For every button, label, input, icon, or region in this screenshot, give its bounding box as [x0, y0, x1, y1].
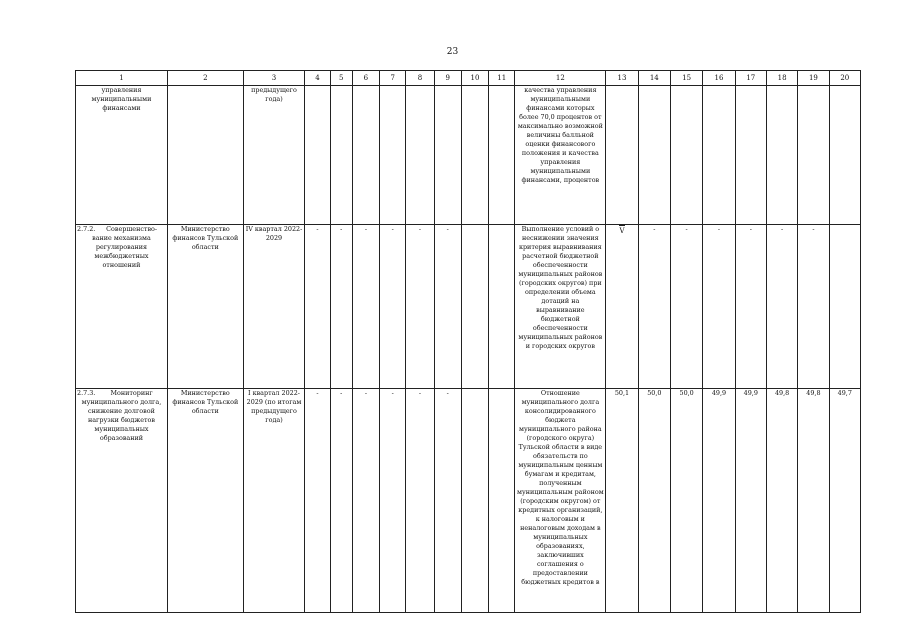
value-cell	[461, 225, 488, 389]
indicator-cell: Выполнение условий о неснижении значения критерия выравнивания расчетной бюджетной обеспеченности муниципальных районов (городских округов) при определении объема дотаций на выравнивание бюджетной обеспеченности муниципальных районов и городских округов	[515, 225, 606, 389]
col-header: 4	[305, 71, 330, 86]
period-cell: предыдущего года)	[243, 86, 305, 225]
table-row	[76, 389, 861, 613]
col-header: 6	[352, 71, 379, 86]
value-cell: 49,9	[735, 389, 766, 613]
value-cell: -	[305, 225, 330, 389]
table-row	[76, 86, 861, 225]
value-cell: -	[352, 389, 379, 613]
measure-number: 2.7.3.	[77, 389, 96, 397]
value-cell: -	[638, 225, 670, 389]
value-cell	[703, 86, 735, 225]
col-header: 5	[330, 71, 352, 86]
indicator-cell: качества управления муниципальными финансами которых более 70,0 процентов от максимально возможной величины балльной оценки финансового положения и качества управления муниципальными финансами, процентов	[515, 86, 606, 225]
col-header: 17	[735, 71, 766, 86]
value-cell	[489, 86, 515, 225]
value-cell	[798, 86, 829, 225]
col-header: 14	[638, 71, 670, 86]
value-cell: -	[766, 225, 797, 389]
page-number: 23	[446, 47, 459, 57]
value-cell: -	[330, 389, 352, 613]
value-cell: 50,0	[638, 389, 670, 613]
value-cell: -	[434, 225, 461, 389]
col-header: 7	[380, 71, 406, 86]
value-cell: 49,9	[703, 389, 735, 613]
value-cell	[638, 86, 670, 225]
value-cell: 49,8	[798, 389, 829, 613]
value-cell	[766, 86, 797, 225]
value-cell: 50,0	[670, 389, 702, 613]
col-header: 15	[670, 71, 702, 86]
indicator-cell: Отношение муниципального долга консолидированного бюджета муниципального района (городского округа) Тульской области в виде обязательств по муниципальным ценным бумагам и кредитам, полученным муниципальным районом (городским округом) от кредитных организаций, к налоговым и неналоговым доходам в муниципальных образованиях, заключивших соглашения о предоставлении бюджетных кредитов в	[515, 389, 606, 613]
value-cell: -	[434, 389, 461, 613]
table-row	[76, 225, 861, 389]
value-cell	[380, 86, 406, 225]
value-cell	[829, 225, 860, 389]
value-cell	[406, 86, 434, 225]
header-row	[76, 71, 861, 86]
value-cell: 49,7	[829, 389, 860, 613]
value-cell	[735, 86, 766, 225]
value-cell	[670, 86, 702, 225]
value-cell	[489, 389, 515, 613]
col-header: 12	[515, 71, 606, 86]
col-header: 8	[406, 71, 434, 86]
value-cell: -	[735, 225, 766, 389]
col-header: 2	[167, 71, 243, 86]
value-cell	[489, 225, 515, 389]
value-cell	[606, 86, 638, 225]
value-cell: -	[352, 225, 379, 389]
col-header: 13	[606, 71, 638, 86]
value-cell	[606, 225, 638, 389]
measure-cell	[76, 225, 168, 389]
measure-name: Мониторинг муниципального долга, снижение долговой нагрузки бюджетов муниципальных образований	[81, 389, 162, 442]
value-cell: -	[406, 389, 434, 613]
check-mark: V	[619, 227, 625, 235]
measure-cell	[76, 86, 168, 225]
responsible-cell: Министерство финансов Тульской области	[167, 225, 243, 389]
value-cell: -	[380, 389, 406, 613]
period-cell: IV квартал 2022-2029	[243, 225, 305, 389]
value-cell	[461, 86, 488, 225]
program-table	[75, 70, 861, 613]
measure-name: Совершенство-вание механизма регулирования межбюджетных отношений	[92, 225, 158, 269]
col-header: 1	[76, 71, 168, 86]
measure-number: 2.7.2.	[77, 225, 96, 233]
responsible-cell: Министерство финансов Тульской области	[167, 389, 243, 613]
value-cell: -	[406, 225, 434, 389]
value-cell: 49,8	[766, 389, 797, 613]
value-cell	[829, 86, 860, 225]
value-cell: 50,1	[606, 389, 638, 613]
col-header: 3	[243, 71, 305, 86]
value-cell: -	[330, 225, 352, 389]
value-cell	[352, 86, 379, 225]
value-cell: -	[670, 225, 702, 389]
col-header: 10	[461, 71, 488, 86]
col-header: 9	[434, 71, 461, 86]
col-header: 18	[766, 71, 797, 86]
value-cell: -	[380, 225, 406, 389]
measure-cell	[76, 389, 168, 613]
col-header: 19	[798, 71, 829, 86]
value-cell: -	[305, 389, 330, 613]
period-cell: I квартал 2022-2029 (по итогам предыдущего года)	[243, 389, 305, 613]
measure-name: управления муниципальными финансами	[91, 86, 152, 112]
value-cell	[434, 86, 461, 225]
value-cell	[305, 86, 330, 225]
value-cell	[330, 86, 352, 225]
value-cell	[461, 389, 488, 613]
value-cell: -	[703, 225, 735, 389]
col-header: 16	[703, 71, 735, 86]
responsible-cell	[167, 86, 243, 225]
col-header: 20	[829, 71, 860, 86]
value-cell: -	[798, 225, 829, 389]
col-header: 11	[489, 71, 515, 86]
